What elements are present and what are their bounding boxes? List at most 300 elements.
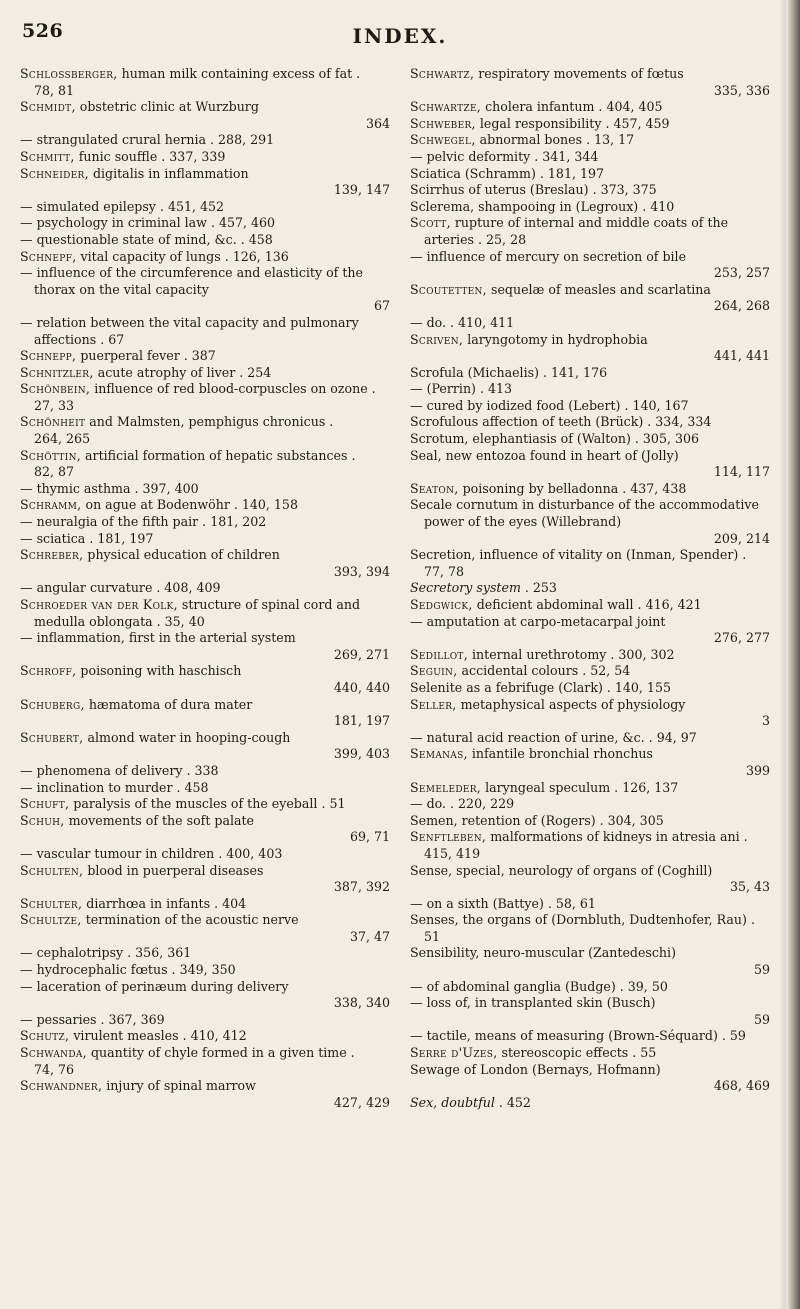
entry-text: Secretion, influence of vitality on (Inman, Spender) . 77, 78 [410, 547, 747, 579]
index-entry [20, 265, 390, 315]
index-entry [410, 431, 770, 448]
entry-pages: 397, 400 [142, 480, 199, 496]
entry-text [410, 697, 770, 714]
entry-subject: termination of the acoustic nerve [81, 912, 299, 928]
entry-pages: 410 [650, 198, 675, 214]
entry-pages: 69, 71 [349, 829, 390, 845]
entry-text: Sciatica (Schramm) . 181, 197 [410, 165, 605, 181]
entry-pages: 288, 291 [218, 132, 275, 148]
entry-subject: human milk containing excess of fat [117, 66, 353, 81]
entry-text [20, 1078, 390, 1095]
entry-text: — pelvic deformity . 341, 344 [410, 148, 599, 164]
entry-pages: 59 [753, 1011, 770, 1027]
entry-text: Scirrhus of uterus (Breslau) . 373, 375 [410, 182, 657, 198]
entry-heading: Seaton, [410, 480, 459, 496]
index-entry [20, 912, 390, 945]
entry-pages: 416, 421 [645, 597, 702, 612]
page-edge [786, 0, 800, 1309]
entry-text: — psychology in criminal law . 457, 460 [20, 215, 276, 231]
index-entry [410, 663, 770, 680]
entry-heading: Schwartze, [410, 99, 482, 115]
index-entry [410, 1062, 770, 1095]
entry-text [410, 249, 770, 266]
index-entry [410, 979, 770, 996]
entry-text [20, 863, 390, 880]
entry-subject: digitalis in inflammation [88, 165, 249, 181]
entry-pages: 209, 214 [713, 530, 770, 546]
entry-pages: 337, 339 [169, 148, 226, 164]
entry-heading: Schutz, [20, 1028, 70, 1044]
index-entry [410, 199, 770, 216]
index-entry [20, 962, 390, 979]
entry-subject: Selenite as a febrifuge (Clark) [410, 679, 603, 695]
entry-text: — thymic asthma . 397, 400 [20, 480, 199, 496]
entry-subject: Scrofula (Michaelis) [410, 364, 539, 380]
entry-heading: Schulten, [20, 862, 84, 878]
index-entry [410, 614, 770, 647]
entry-pages: 181, 197 [97, 530, 154, 546]
entry-subject: rupture of internal and middle coats of the arteries [424, 215, 729, 247]
entry-subject: internal urethrotomy [468, 646, 607, 662]
entry-pages: 457, 459 [613, 115, 670, 131]
entry-pages: 413 [487, 381, 513, 397]
index-entry [20, 348, 390, 365]
entry-pages: 276, 277 [713, 630, 770, 646]
index-entry [20, 1078, 390, 1111]
index-column-left [20, 66, 390, 1111]
entry-pages: 35, 40 [164, 613, 205, 629]
entry-subject: — neuralgia of the fifth pair [20, 514, 199, 530]
entry-pages: 338 [194, 762, 219, 778]
entry-pages: 27, 33 [34, 397, 75, 413]
entry-subject: infantile bronchial rhonchus [467, 746, 653, 762]
entry-subject: — influence of the circumference and elasticity of the thorax on the vital capacity [20, 265, 363, 297]
entry-heading: Scott, [410, 215, 451, 231]
entry-heading: Seller, [410, 696, 457, 712]
index-entry [410, 547, 770, 580]
entry-text [410, 995, 770, 1012]
entry-subject: — influence of mercury on secretion of bile [410, 248, 687, 264]
entry-subject: Scrotum, elephantiasis of (Walton) [410, 431, 631, 447]
entry-heading: Schubert, [20, 729, 84, 745]
entry-text: — questionable state of mind, &c. . 458 [20, 231, 273, 247]
entry-heading: Schnitzler, [20, 364, 94, 380]
entry-subject: — inflammation, first in the arterial system [20, 630, 296, 646]
entry-heading: Schönbein, [20, 381, 91, 397]
index-entry [20, 863, 390, 896]
entry-pages: 399 [745, 762, 770, 778]
entry-text: — (Perrin) . 413 [410, 381, 513, 397]
entry-subject: blood in puerperal diseases [83, 862, 264, 878]
entry-text: Selenite as a febrifuge (Clark) . 140, 155 [410, 679, 671, 695]
entry-heading: Schreber, [20, 547, 84, 563]
index-entry [410, 580, 770, 597]
entry-text: Schulter, diarrhœa in infants . 404 [20, 895, 247, 911]
entry-pages: 305, 306 [642, 431, 700, 447]
entry-text: Schnepp, puerperal fever . 387 [20, 348, 216, 364]
entry-subject: — pelvic deformity [410, 148, 531, 164]
entry-subject: — amputation at carpo-metacarpal joint [410, 613, 666, 629]
entry-text [410, 614, 770, 631]
entry-heading: Schuh, [20, 812, 65, 828]
entry-text: Schwanda, quantity of chyle formed in a given time . 74, 76 [20, 1045, 355, 1077]
page-number: 526 [22, 20, 64, 42]
index-entry [410, 149, 770, 166]
entry-pages: 141, 176 [551, 364, 608, 380]
index-entry [410, 863, 770, 896]
entry-pages: 334, 334 [655, 414, 712, 430]
entry-heading: Schuberg, [20, 696, 85, 712]
entry-pages: 356, 361 [135, 945, 192, 961]
entry-subject: Secretion, influence of vitality on (Inman, Spender) [410, 547, 739, 563]
index-entry [410, 66, 770, 99]
index-entry [410, 414, 770, 431]
entry-text: Semeleder, laryngeal speculum . 126, 137 [410, 779, 679, 795]
index-entry [20, 663, 390, 696]
entry-text: Sedgwick, deficient abdominal wall . 416, 421 [410, 597, 702, 612]
index-entry [20, 414, 390, 447]
entry-pages: 139, 147 [333, 182, 390, 198]
entry-subject: Sciatica (Schramm) [410, 165, 536, 181]
entry-subject: — relation between the vital capacity and pulmonary affections [20, 314, 359, 347]
entry-text: Schnitzler, acute atrophy of liver . 254 [20, 364, 272, 380]
index-entry [20, 132, 390, 149]
index-entry [410, 780, 770, 797]
entry-pages: 35, 43 [729, 879, 770, 895]
entry-text [410, 945, 770, 962]
entry-pages: 451, 452 [167, 198, 225, 214]
entry-subject: Semen, retention of (Rogers) [410, 812, 596, 828]
index-entry [20, 149, 390, 166]
index-entry [410, 746, 770, 779]
entry-pages: 74, 76 [34, 1061, 75, 1077]
entry-text: Scrofulous affection of teeth (Brück) . 334, 334 [410, 414, 712, 430]
entry-text: Senses, the organs of (Dornbluth, Dudtenhofer, Rau) . 51 [410, 912, 755, 944]
entry-pages: 254 [247, 364, 272, 380]
entry-subject: Scirrhus of uterus (Breslau) [410, 182, 589, 198]
entry-pages: 304, 305 [607, 812, 664, 828]
entry-heading: Schroff, [20, 663, 77, 679]
index-entry [410, 995, 770, 1028]
entry-subject: — vascular tumour in children [20, 845, 215, 861]
entry-subject: quantity of chyle formed in a given time [86, 1045, 347, 1061]
entry-subject: — cured by iodized food (Lebert) [410, 397, 621, 413]
index-entry [20, 215, 390, 232]
index-entry [410, 912, 770, 945]
index-entry [410, 99, 770, 116]
entry-subject: — psychology in criminal law [20, 215, 207, 231]
entry-pages: 427, 429 [333, 1094, 390, 1110]
index-entry [410, 132, 770, 149]
entry-heading: Seguin, [410, 663, 458, 679]
entry-pages: 264, 265 [34, 431, 91, 447]
entry-subject: — simulated epilepsy [20, 198, 156, 214]
entry-text: Schuft, paralysis of the muscles of the eyeball . 51 [20, 796, 346, 812]
entry-heading: Sedillot, [410, 646, 469, 662]
entry-text: Seaton, poisoning by belladonna . 437, 438 [410, 480, 687, 496]
entry-text: Schönheit and Malmsten, pemphigus chronicus . 264, 265 [20, 414, 334, 447]
entry-pages: 269, 271 [333, 646, 390, 662]
entry-pages: 452 [506, 1094, 531, 1110]
entry-pages: 367, 369 [108, 1011, 165, 1027]
index-entry [410, 1095, 770, 1112]
entry-text [20, 730, 390, 747]
entry-text [410, 863, 770, 880]
entry-text: — neuralgia of the fifth pair . 181, 202 [20, 514, 267, 530]
index-entry [410, 1028, 770, 1045]
index-entry [20, 630, 390, 663]
entry-heading: Schnepf, [20, 248, 77, 264]
index-entry [410, 182, 770, 199]
index-entry [20, 199, 390, 216]
entry-pages: 51 [424, 928, 441, 944]
index-entry [410, 730, 770, 747]
entry-pages: 51 [329, 796, 346, 812]
entry-pages: 408, 409 [164, 580, 221, 596]
entry-pages: 25, 28 [486, 231, 527, 247]
entry-text: — inclination to murder . 458 [20, 779, 209, 795]
entry-text: — phenomena of delivery . 338 [20, 762, 219, 778]
entry-text [20, 979, 390, 996]
entry-text: Schönbein, influence of red blood-corpuscles on ozone . 27, 33 [20, 381, 376, 413]
index-entry [20, 1045, 390, 1078]
entry-pages: 458 [248, 231, 273, 247]
entry-text [20, 912, 390, 929]
entry-heading: Schwartz, [410, 66, 475, 81]
entry-text [20, 663, 390, 680]
entry-text: Schwartze, cholera infantum . 404, 405 [410, 99, 663, 115]
entry-pages: 3 [761, 713, 770, 729]
entry-text: — vascular tumour in children . 400, 403 [20, 845, 283, 861]
entry-pages: 126, 136 [232, 248, 289, 264]
entry-text: — natural acid reaction of urine, &c. . 94, 97 [410, 729, 697, 745]
entry-heading: Schlossberger, [20, 66, 118, 81]
entry-subject: — sciatica [20, 530, 86, 546]
index-entry [410, 829, 770, 862]
entry-subject: Sensibility, neuro-muscular (Zantedeschi) [410, 945, 676, 961]
entry-heading: Schneider, [20, 165, 89, 181]
entry-text: Schwegel, abnormal bones . 13, 17 [410, 132, 635, 148]
entry-pages: 55 [640, 1045, 657, 1061]
index-entry [20, 730, 390, 763]
index-entry [20, 1012, 390, 1029]
index-entry [410, 813, 770, 830]
entry-pages: 94, 97 [656, 729, 697, 745]
entry-text: — angular curvature . 408, 409 [20, 580, 221, 596]
entry-heading: Schwegel, [410, 132, 476, 148]
entry-heading: Semanas, [410, 746, 468, 762]
entry-subject: — questionable state of mind, &c. [20, 231, 237, 247]
index-entry [410, 116, 770, 133]
entry-heading: Schmitt, [20, 148, 75, 164]
entry-heading: Sedgwick, [410, 597, 473, 612]
entry-text [410, 497, 770, 530]
entry-pages: 59 [729, 1028, 746, 1044]
entry-subject: hæmatoma of dura mater [84, 696, 253, 712]
entry-pages: 440, 440 [333, 679, 390, 695]
entry-pages: 52, 54 [590, 663, 631, 679]
index-entry [20, 580, 390, 597]
entry-pages: 77, 78 [424, 563, 465, 579]
entry-text: — do. . 220, 229 [410, 796, 515, 812]
index-entry [410, 680, 770, 697]
entry-pages: 264, 268 [713, 298, 770, 314]
entry-text: — strangulated crural hernia . 288, 291 [20, 132, 275, 148]
entry-pages: 415, 419 [424, 845, 481, 861]
entry-subject: Senses, the organs of (Dornbluth, Dudtenhofer, Rau) [410, 912, 747, 928]
entry-text: Schroeder van der Kolk, structure of spinal cord and medulla oblongata . 35, 40 [20, 597, 361, 629]
index-entry [410, 282, 770, 315]
entry-pages: 410, 411 [458, 314, 515, 330]
index-entry [20, 249, 390, 266]
index-entry [410, 481, 770, 498]
entry-subject: — tactile, means of measuring (Brown-Séquard) [410, 1028, 718, 1044]
entry-pages: 253 [532, 580, 557, 596]
entry-text: Schramm, on ague at Bodenwöhr . 140, 158 [20, 497, 298, 513]
index-entry [20, 813, 390, 846]
index-entry [20, 99, 390, 132]
entry-subject: influence of red blood-corpuscles on ozone [90, 381, 368, 397]
entry-subject: puerperal fever [76, 348, 180, 364]
entry-subject: Scrofulous affection of teeth (Brück) [410, 414, 644, 430]
index-entry [20, 697, 390, 730]
index-entry [20, 597, 390, 630]
entry-text [20, 630, 390, 647]
entry-subject: structure of spinal cord and medulla oblongata [34, 597, 361, 629]
entry-subject: Sense, special, neurology of organs of (Coghill) [410, 862, 713, 878]
entry-subject: artificial formation of hepatic substances [81, 447, 348, 463]
entry-pages: 458 [184, 779, 209, 795]
entry-pages: 67 [108, 331, 125, 347]
entry-subject: — hydrocephalic fœtus [20, 962, 168, 978]
entry-text: — tactile, means of measuring (Brown-Séquard) . 59 [410, 1028, 746, 1044]
index-entry [410, 796, 770, 813]
entry-text: Schnepf, vital capacity of lungs . 126, 136 [20, 248, 289, 264]
index-entry [20, 547, 390, 580]
entry-text: — do. . 410, 411 [410, 314, 515, 330]
entry-text: — cephalotripsy . 356, 361 [20, 945, 192, 961]
entry-pages: 393, 394 [333, 563, 390, 579]
entry-pages: 13, 17 [594, 132, 635, 148]
entry-subject: — of abdominal ganglia (Budge) [410, 978, 616, 994]
index-entry [20, 365, 390, 382]
entry-text [20, 697, 390, 714]
index-entry [20, 315, 390, 348]
entry-subject: Sclerema, shampooing in (Legroux) [410, 198, 639, 214]
entry-pages: 59 [753, 962, 770, 978]
entry-heading: Scoutetten, [410, 281, 487, 297]
running-head: INDEX. [352, 24, 448, 48]
index-entry [20, 514, 390, 531]
entry-subject: — thymic asthma [20, 480, 131, 496]
entry-text: Schöttin, artificial formation of hepatic substances . 82, 87 [20, 447, 356, 480]
entry-text: Schmitt, funic souffle . 337, 339 [20, 148, 226, 164]
entry-pages: 78, 81 [34, 82, 75, 98]
entry-subject: almond water in hooping-cough [83, 729, 291, 745]
entry-pages: 67 [373, 298, 390, 314]
entry-pages: 181, 197 [547, 165, 605, 181]
index-entry [20, 1028, 390, 1045]
entry-subject: paralysis of the muscles of the eyeball [69, 796, 318, 812]
index-entry [410, 332, 770, 365]
entry-pages: 341, 344 [542, 148, 599, 164]
index-entry [20, 481, 390, 498]
entry-heading: Scriven, [410, 331, 464, 347]
entry-text: Scott, rupture of internal and middle coats of the arteries . 25, 28 [410, 215, 729, 247]
entry-text: — pessaries . 367, 369 [20, 1011, 165, 1027]
entry-text [410, 448, 770, 465]
entry-text [20, 813, 390, 830]
index-entry [20, 796, 390, 813]
entry-pages: 335, 336 [713, 82, 770, 98]
entry-subject: Sex, doubtful [410, 1094, 495, 1110]
entry-pages: 39, 50 [627, 978, 668, 994]
entry-subject: cholera infantum [481, 99, 595, 115]
entry-heading: Schroeder van der Kolk, [20, 597, 178, 612]
entry-heading: Schultze, [20, 912, 82, 928]
entry-text [20, 547, 390, 564]
entry-pages: 410, 412 [190, 1028, 247, 1044]
entry-subject: Seal, new entozoa found in heart of (Jolly) [410, 447, 679, 463]
entry-pages: 338, 340 [333, 995, 390, 1011]
entry-text: Sex, doubtful . 452 [410, 1094, 531, 1110]
index-entry [20, 896, 390, 913]
entry-subject: sequelæ of measles and scarlatina [486, 281, 711, 297]
entry-heading: Schwandner, [20, 1078, 103, 1094]
entry-pages: 457, 460 [218, 215, 276, 231]
entry-pages: 364 [365, 115, 390, 131]
entry-text: Scrotum, elephantiasis of (Walton) . 305, 306 [410, 431, 700, 447]
entry-text: Schutz, virulent measles . 410, 412 [20, 1028, 247, 1044]
index-entry [20, 979, 390, 1012]
entry-pages: 300, 302 [618, 646, 675, 662]
entry-text: Secretory system . 253 [410, 580, 557, 596]
entry-text: — on a sixth (Battye) . 58, 61 [410, 895, 596, 911]
entry-pages: 181, 202 [210, 514, 267, 530]
entry-subject: legal responsibility [475, 115, 602, 131]
entry-text: — cured by iodized food (Lebert) . 140, 167 [410, 397, 689, 413]
index-entry [20, 448, 390, 481]
entry-heading: Schmidt, [20, 99, 76, 115]
entry-text [410, 746, 770, 763]
entry-subject: physical education of children [83, 547, 280, 563]
entry-heading: Schnepp, [20, 348, 77, 364]
entry-pages: 82, 87 [34, 464, 75, 480]
index-entry [20, 531, 390, 548]
index-entry [410, 398, 770, 415]
entry-pages: 37, 47 [349, 928, 390, 944]
entry-subject: respiratory movements of fœtus [474, 66, 684, 81]
index-entry [410, 365, 770, 382]
index-entry [20, 166, 390, 199]
entry-heading: Schönheit [20, 414, 86, 430]
entry-subject: — on a sixth (Battye) [410, 895, 544, 911]
entry-subject: on ague at Bodenwöhr [81, 497, 230, 513]
index-entry [20, 66, 390, 99]
entry-text: Seguin, accidental colours . 52, 54 [410, 663, 631, 679]
entry-subject: Sewage of London (Bernays, Hofmann) [410, 1061, 661, 1077]
entry-subject: obstetric clinic at Wurzburg [75, 99, 259, 115]
entry-pages: 387, 392 [333, 879, 390, 895]
index-entry [20, 846, 390, 863]
index-entry [20, 497, 390, 514]
entry-pages: 253, 257 [713, 265, 770, 281]
entry-text: Senftleben, malformations of kidneys in atresia ani . 415, 419 [410, 829, 748, 861]
entry-pages: 220, 229 [458, 796, 515, 812]
entry-subject: — cephalotripsy [20, 945, 124, 961]
entry-pages: 140, 167 [632, 397, 689, 413]
index-entry [20, 763, 390, 780]
